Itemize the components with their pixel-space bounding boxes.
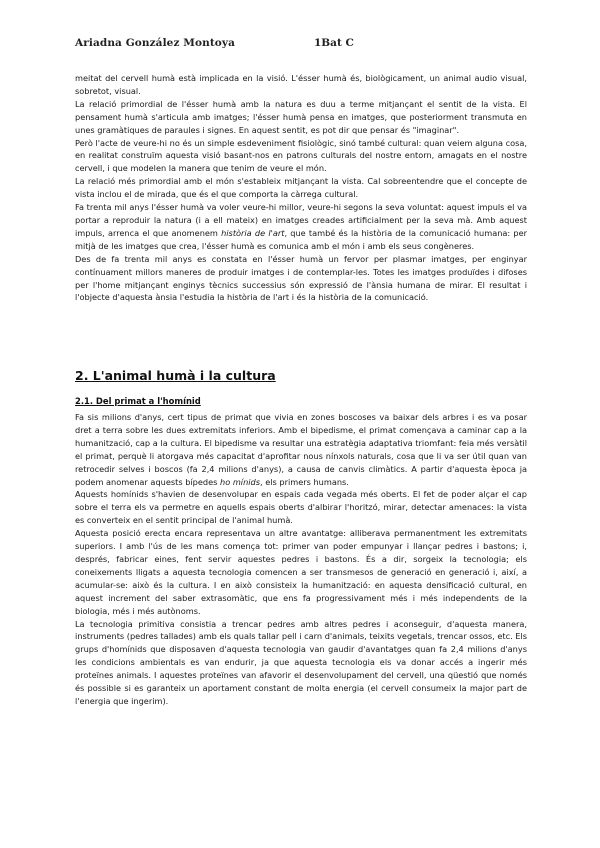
- subsection-heading: 2.1. Del primat a l'homínid: [75, 396, 201, 406]
- header-class: 1Bat C: [314, 37, 354, 49]
- section-heading: 2. L'animal humà i la cultura: [75, 368, 276, 383]
- paragraph: meitat del cervell humà està implicada en la visió. L'ésser humà és, biològicament, un animal audio visual, sobretot, visual.: [75, 73, 527, 96]
- header-author: Ariadna González Montoya: [75, 37, 235, 49]
- paragraph: [75, 201, 527, 253]
- paragraph-text: , els primers humans.: [260, 476, 349, 487]
- paragraph: Aquests homínids s'havien de desenvolupar en espais cada vegada més oberts. El fet de poder alçar el cap sobre el terra els va permetre en aquells espais oberts d'albirar l'horitzó, mirar, detectar amenaces: la vista es converteix en el sentit principal de l'animal humà.: [75, 489, 527, 526]
- intro-text: [75, 72, 527, 304]
- paragraph: Aquesta posició erecta encara representava un altre avantatge: alliberava permanentment les extremitats superiors. I amb l'ús de les mans comença tot: primer van poder empunyar i llançar pedres i bastons; i, després, fabricar eines, fent servir aquestes pedres i bastons. És a dir, sorgeix la tecnologia; els coneixements lligats a aquesta tecnologia comencen a ser transmesos de generació en generació i, així, a acumular-se: això és la cultura. I en això consisteix la humanització: en aquesta densificació cultural, en aquest increment del saber extrasomàtic, que ens fa progressivament més i més independents de la biologia, més i més autònoms.: [75, 528, 527, 616]
- paragraph: La relació més primordial amb el món s'estableix mitjançant la vista. Cal sobreentendre que el concepte de vista inclou el de mirada, que és el que comporta la càrrega cultural.: [75, 176, 527, 200]
- section-text: [75, 411, 527, 708]
- paragraph-text: Fa trenta mil anys l'ésser humà va voler veure-hi millor, veure-hi segons la seva voluntat: aquest impuls el va portar a reproduir la natura (i a ell mateix) en imatges creades artificialment per la seva mà. Amb aquest impuls, arrenca el que anomenem: [75, 202, 527, 238]
- emphasis-text: història de l'art: [221, 227, 285, 238]
- paragraph: La relació primordial de l'ésser humà amb la natura es duu a terme mitjançant el sentit de la vista. El pensament humà s'articula amb imatges; l'ésser humà pensa en imatges, que posteriorment transmuta en unes gramàtiques de paraules i signes. En aquest sentit, es pot dir que pensar és "imaginar".: [75, 98, 527, 135]
- paragraph: Des de fa trenta mil anys es constata en l'ésser humà un fervor per plasmar imatges, per enginyar contínuament millors maneres de produir imatges i de contemplar-les. Totes les imatges produïdes i difoses per l'home mitjançant enginys tècnics successius són expressió de l'ànsia humana de mirar. El resultat i l'objecte d'aquesta ànsia l'estudia la història de l'art i és la història de la comunicació.: [75, 253, 527, 303]
- emphasis-text: ho mínids: [220, 476, 261, 487]
- paragraph: Però l'acte de veure-hi no és un simple esdeveniment fisiològic, sinó també cultural: quan veiem alguna cosa, en realitat construïm aquesta visió basant-nos en patrons culturals del nostre entorn, amagats en el nostre cervell, i que modelen la manera que tenim de veure el món.: [75, 137, 527, 174]
- paragraph: [75, 411, 527, 488]
- paragraph: La tecnologia primitiva consistia a trencar pedres amb altres pedres i aconseguir, d'aquesta manera, instruments (pedres tallades) amb els quals tallar pell i carn d'animals, teixits vegetals, trencar ossos, etc. Els grups d'homínids que disposaven d'aquesta tecnologia van gaudir d'avantatges quan fa 2,4 milions d'anys les condicions ambientals es van endurir, ja que aquesta tecnologia els va donar accés a ingerir més proteïnes animals. I aquestes proteïnes van afavorir el desenvolupament del cervell, una qüestió que només és possible si es garanteix un aportament constant de molta energia (el cervell consumeix la major part de l'energia que ingerim).: [75, 618, 527, 706]
- paragraph-text: , que també és la història de la comunicació humana: per mitjà de les imatges que crea, l'ésser humà es comunica amb el món i amb els seus congèneres.: [75, 227, 527, 251]
- paragraph-text: Fa sis milions d'anys, cert tipus de primat que vivia en zones boscoses va baixar dels arbres i es va posar dret a terra sobre les dues extremitats inferiors. Amb el bipedisme, el primat començava a caminar cap a la humanització, cap a la cultura. El bipedisme va resultar una estratègia adaptativa triomfant: feia més versàtil el primat, perquè li atorgava més capacitat d'aprofitar nous nínxols naturals, cosa que li va ser útil quan van retrocedir selves i boscos (fa 2,4 milions d'anys), a causa de canvis climàtics. A partir d'aquesta època ja podem anomenar aquests bípedes: [75, 412, 527, 487]
